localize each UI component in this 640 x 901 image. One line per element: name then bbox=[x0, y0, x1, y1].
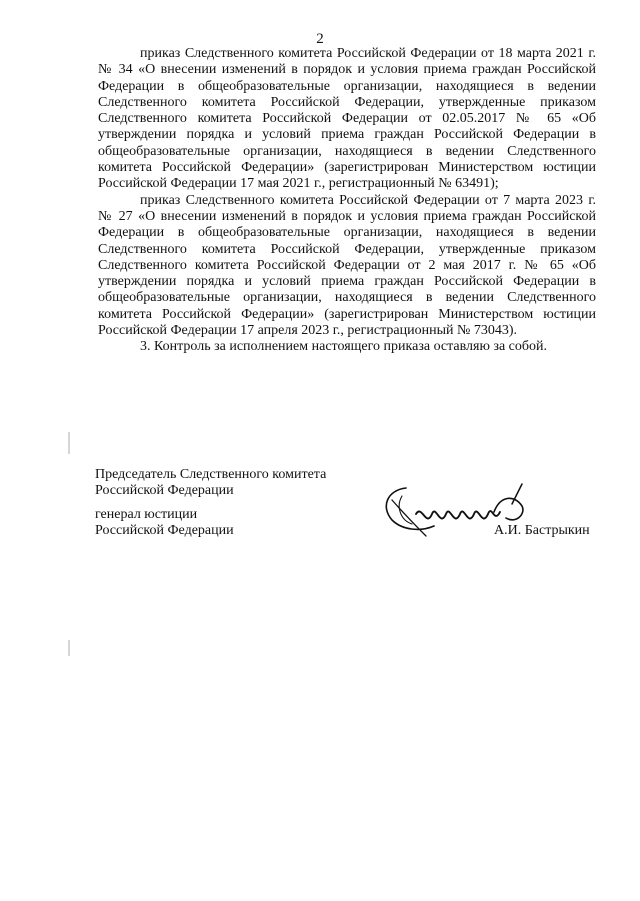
rank-line-2: Российской Федерации bbox=[95, 522, 234, 538]
signatory-position bbox=[95, 467, 326, 498]
page-number: 2 bbox=[316, 31, 324, 47]
scan-artifact bbox=[68, 640, 70, 656]
paragraph-order-2021: приказ Следственного комитета Российской Федерации от 18 марта 2021 г. № 34 «О внесении изменений в порядок и условия приема граждан Российской Федерации в общеобразовательные организации, находящиеся в ведении Следственного комитета Российской Федерации, утвержденные приказом Следственного комитета Российской Федерации от 02.05.2017 № 65 «Об утверждении порядка и условий приема граждан Российской Федерации в общеобразовательные организации, находящиеся в ведении Следственного комитета Российской Федерации» (зарегистрирован Министерством юстиции Российской Федерации 17 мая 2021 г., регистрационный № 63491); bbox=[98, 46, 596, 192]
paragraph-order-2023: приказ Следственного комитета Российской Федерации от 7 марта 2023 г. № 27 «О внесении изменений в порядок и условия приема граждан Российской Федерации в общеобразовательные организации, находящиеся в ведении Следственного комитета Российской Федерации, утвержденные приказом Следственного комитета Российской Федерации от 2 мая 2017 г. № 65 «Об утверждении порядка и условий приема граждан Российской Федерации в общеобразовательные организации, находящиеся в ведении Следственного комитета Российской Федерации» (зарегистрирован Министерством юстиции Российской Федерации 17 апреля 2023 г., регистрационный № 73043). bbox=[98, 192, 596, 339]
position-line-1: Председатель Следственного комитета bbox=[95, 467, 327, 482]
signatory-rank bbox=[95, 507, 234, 538]
order-body-text bbox=[98, 46, 596, 356]
rank-line-1: генерал юстиции bbox=[95, 507, 198, 522]
scan-artifact bbox=[68, 432, 70, 454]
signatory-name: А.И. Бастрыкин bbox=[494, 523, 590, 538]
position-line-2: Российской Федерации bbox=[95, 482, 234, 498]
paragraph-control-clause: 3. Контроль за исполнением настоящего приказа оставляю за собой. bbox=[140, 339, 548, 355]
